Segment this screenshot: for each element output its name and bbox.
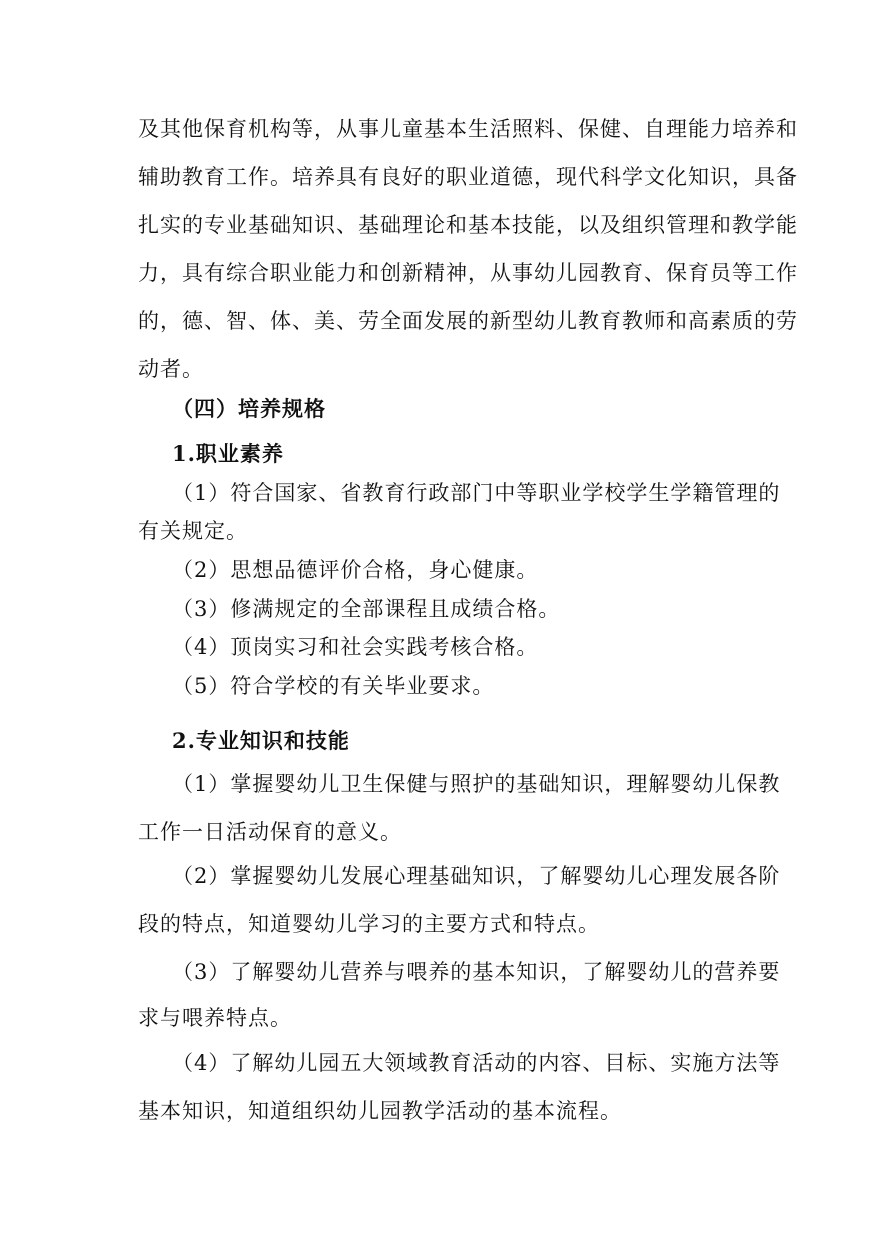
list-item-line: （4）了解幼儿园五大领域教育活动的内容、目标、实施方法等	[172, 1051, 781, 1075]
subsection-heading: 1.职业素养	[172, 441, 284, 466]
list-item-line: （2）思想品德评价合格，身心健康。	[172, 558, 539, 582]
list-item-line: （1）掌握婴幼儿卫生保健与照护的基础知识，理解婴幼儿保教	[172, 772, 781, 796]
intro-line: 的，德、智、体、美、劳全面发展的新型幼儿教育教师和高素质的劳	[138, 309, 798, 333]
list-item-line: 有关规定。	[138, 519, 248, 543]
list-item-line: （1）符合国家、省教育行政部门中等职业学校学生学籍管理的	[172, 481, 781, 505]
list-item-line: （3）了解婴幼儿营养与喂养的基本知识，了解婴幼儿的营养要	[172, 960, 781, 984]
intro-line: 扎实的专业基础知识、基础理论和基本技能，以及组织管理和教学能	[138, 213, 798, 237]
list-item-line: （3）修满规定的全部课程且成绩合格。	[172, 597, 561, 621]
list-item-line: 工作一日活动保育的意义。	[138, 820, 402, 844]
intro-line: 辅助教育工作。培养具有良好的职业道德，现代科学文化知识，具备	[138, 165, 798, 189]
intro-line: 动者。	[138, 357, 204, 381]
list-item-line: （2）掌握婴幼儿发展心理基础知识，了解婴幼儿心理发展各阶	[172, 864, 781, 888]
list-item-line: 求与喂养特点。	[138, 1006, 292, 1030]
intro-line: 力，具有综合职业能力和创新精神，从事幼儿园教育、保育员等工作	[138, 261, 798, 285]
intro-line: 及其他保育机构等，从事儿童基本生活照料、保健、自理能力培养和	[138, 117, 798, 141]
subsection-heading: 2.专业知识和技能	[172, 728, 350, 753]
list-item-line: （4）顶岗实习和社会实践考核合格。	[172, 635, 539, 659]
list-item-line: 段的特点，知道婴幼儿学习的主要方式和特点。	[138, 912, 600, 936]
list-item-line: （5）符合学校的有关毕业要求。	[172, 674, 495, 698]
list-item-line: 基本知识，知道组织幼儿园教学活动的基本流程。	[138, 1099, 622, 1123]
section-heading: （四）培养规格	[172, 396, 326, 421]
